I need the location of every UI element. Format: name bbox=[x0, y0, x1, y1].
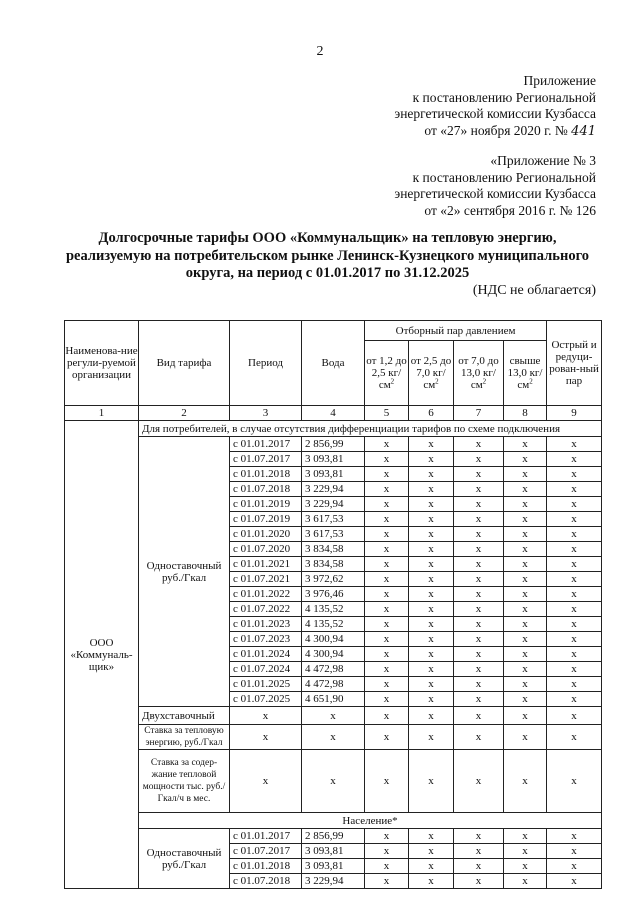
tariff-table bbox=[64, 320, 602, 889]
x-cell: x bbox=[409, 467, 454, 482]
superscript: 2 bbox=[435, 377, 439, 386]
resolution-date: от «27» ноября 2020 г. № bbox=[424, 122, 568, 138]
period-cell: с 01.01.2019 bbox=[230, 497, 302, 512]
appendix-line: к постановлению Региональной bbox=[412, 169, 596, 185]
period-cell: с 01.07.2018 bbox=[230, 874, 302, 889]
water-cell: 3 617,53 bbox=[302, 512, 365, 527]
x-cell: x bbox=[547, 482, 602, 497]
x-cell: x bbox=[454, 829, 504, 844]
handwritten-number: 441 bbox=[571, 123, 596, 139]
period-cell: с 01.01.2022 bbox=[230, 587, 302, 602]
x-cell: x bbox=[504, 844, 547, 859]
x-cell: x bbox=[230, 750, 302, 813]
x-cell: x bbox=[504, 692, 547, 707]
x-cell: x bbox=[409, 497, 454, 512]
x-cell: x bbox=[454, 512, 504, 527]
header-pressure-2 bbox=[409, 341, 454, 406]
x-cell: x bbox=[504, 482, 547, 497]
header-pressure-4 bbox=[504, 341, 547, 406]
x-cell: x bbox=[547, 647, 602, 662]
water-cell: 2 856,99 bbox=[302, 829, 365, 844]
header-steam-group: Отборный пар давлением bbox=[365, 321, 547, 341]
x-cell: x bbox=[454, 859, 504, 874]
water-cell: 3 093,81 bbox=[302, 844, 365, 859]
column-number: 7 bbox=[454, 406, 504, 421]
x-cell: x bbox=[409, 677, 454, 692]
x-cell: x bbox=[365, 557, 409, 572]
water-cell: 4 300,94 bbox=[302, 647, 365, 662]
x-cell: x bbox=[365, 662, 409, 677]
x-cell: x bbox=[504, 647, 547, 662]
single-rate-cell: Одноставочный руб./Гкал bbox=[139, 437, 230, 707]
x-cell: x bbox=[547, 859, 602, 874]
x-cell: x bbox=[454, 725, 504, 750]
x-cell: x bbox=[504, 859, 547, 874]
period-cell: с 01.07.2017 bbox=[230, 844, 302, 859]
appendix-original-header bbox=[266, 153, 596, 219]
appendix-header bbox=[266, 73, 596, 140]
water-cell: 3 617,53 bbox=[302, 527, 365, 542]
x-cell: x bbox=[409, 587, 454, 602]
x-cell: x bbox=[547, 829, 602, 844]
x-cell: x bbox=[365, 725, 409, 750]
water-cell: 3 834,58 bbox=[302, 542, 365, 557]
column-number: 5 bbox=[365, 406, 409, 421]
x-cell: x bbox=[409, 692, 454, 707]
x-cell: x bbox=[547, 602, 602, 617]
x-cell: x bbox=[365, 692, 409, 707]
x-cell: x bbox=[365, 452, 409, 467]
column-number: 1 bbox=[65, 406, 139, 421]
x-cell: x bbox=[365, 632, 409, 647]
capacity-rate-cell: Ставка за содер-жание тепловой мощности тыс. руб./Гкал/ч в мес. bbox=[139, 750, 230, 813]
x-cell: x bbox=[504, 542, 547, 557]
x-cell: x bbox=[547, 750, 602, 813]
x-cell: x bbox=[454, 557, 504, 572]
appendix-line bbox=[266, 123, 596, 141]
x-cell: x bbox=[409, 707, 454, 725]
x-cell: x bbox=[454, 467, 504, 482]
period-cell: с 01.07.2022 bbox=[230, 602, 302, 617]
section-population: Население* bbox=[139, 813, 602, 829]
x-cell: x bbox=[409, 572, 454, 587]
x-cell: x bbox=[454, 482, 504, 497]
pressure-label: от 2,5 до 7,0 кг/см bbox=[410, 355, 452, 391]
x-cell: x bbox=[547, 662, 602, 677]
pressure-label: свыше 13,0 кг/см bbox=[507, 355, 543, 391]
x-cell: x bbox=[547, 725, 602, 750]
x-cell: x bbox=[547, 692, 602, 707]
period-cell: с 01.01.2020 bbox=[230, 527, 302, 542]
x-cell: x bbox=[504, 707, 547, 725]
period-cell: с 01.07.2017 bbox=[230, 452, 302, 467]
x-cell: x bbox=[504, 829, 547, 844]
x-cell: x bbox=[504, 527, 547, 542]
x-cell: x bbox=[365, 750, 409, 813]
x-cell: x bbox=[454, 527, 504, 542]
x-cell: x bbox=[409, 859, 454, 874]
period-cell: с 01.07.2021 bbox=[230, 572, 302, 587]
water-cell: 4 135,52 bbox=[302, 602, 365, 617]
x-cell: x bbox=[409, 437, 454, 452]
period-cell: с 01.01.2017 bbox=[230, 437, 302, 452]
period-cell: с 01.01.2025 bbox=[230, 677, 302, 692]
title-line: округа, на период с 01.01.2017 по 31.12.2025 bbox=[185, 265, 470, 281]
x-cell: x bbox=[504, 617, 547, 632]
section-consumers: Для потребителей, в случае отсутствия дифференциации тарифов по схеме подключения bbox=[139, 421, 602, 437]
page-number: 2 bbox=[316, 44, 324, 59]
header-tariff-type: Вид тарифа bbox=[139, 321, 230, 406]
x-cell: x bbox=[454, 587, 504, 602]
x-cell: x bbox=[454, 602, 504, 617]
section-row bbox=[65, 421, 602, 437]
column-number: 6 bbox=[409, 406, 454, 421]
x-cell: x bbox=[365, 844, 409, 859]
heat-rate-cell: Ставка за тепловую энергию, руб./Гкал bbox=[139, 725, 230, 750]
table-row bbox=[65, 725, 602, 750]
header-pressure-3 bbox=[454, 341, 504, 406]
appendix-line: «Приложение № 3 bbox=[490, 153, 596, 168]
x-cell: x bbox=[365, 677, 409, 692]
x-cell: x bbox=[547, 527, 602, 542]
appendix-line: к постановлению Региональной bbox=[412, 89, 596, 105]
x-cell: x bbox=[547, 497, 602, 512]
x-cell: x bbox=[454, 497, 504, 512]
x-cell: x bbox=[409, 632, 454, 647]
period-cell: с 01.07.2018 bbox=[230, 482, 302, 497]
x-cell: x bbox=[504, 587, 547, 602]
x-cell: x bbox=[504, 662, 547, 677]
x-cell: x bbox=[454, 572, 504, 587]
period-cell: с 01.01.2017 bbox=[230, 829, 302, 844]
x-cell: x bbox=[302, 707, 365, 725]
x-cell: x bbox=[409, 750, 454, 813]
x-cell: x bbox=[365, 617, 409, 632]
x-cell: x bbox=[365, 512, 409, 527]
column-number: 3 bbox=[230, 406, 302, 421]
x-cell: x bbox=[409, 844, 454, 859]
x-cell: x bbox=[547, 874, 602, 889]
document-title bbox=[50, 230, 605, 283]
x-cell: x bbox=[409, 452, 454, 467]
x-cell: x bbox=[504, 572, 547, 587]
x-cell: x bbox=[504, 557, 547, 572]
appendix-line: Приложение bbox=[523, 73, 596, 88]
pressure-label: от 1,2 до 2,5 кг/см bbox=[366, 355, 407, 391]
x-cell: x bbox=[454, 437, 504, 452]
x-cell: x bbox=[547, 467, 602, 482]
period-cell: с 01.01.2024 bbox=[230, 647, 302, 662]
x-cell: x bbox=[547, 587, 602, 602]
x-cell: x bbox=[504, 467, 547, 482]
water-cell: 3 093,81 bbox=[302, 467, 365, 482]
column-number: 2 bbox=[139, 406, 230, 421]
column-numbers-row bbox=[65, 406, 602, 421]
x-cell: x bbox=[454, 677, 504, 692]
appendix-line: энергетической комиссии Кузбасса bbox=[394, 106, 596, 121]
x-cell: x bbox=[230, 725, 302, 750]
x-cell: x bbox=[409, 527, 454, 542]
appendix-line: от «2» сентября 2016 г. № 126 bbox=[424, 202, 596, 218]
x-cell: x bbox=[365, 572, 409, 587]
table-row bbox=[65, 750, 602, 813]
x-cell: x bbox=[504, 874, 547, 889]
period-cell: с 01.07.2024 bbox=[230, 662, 302, 677]
superscript: 2 bbox=[390, 377, 395, 386]
x-cell: x bbox=[547, 452, 602, 467]
x-cell: x bbox=[547, 512, 602, 527]
section-row bbox=[65, 813, 602, 829]
period-cell: с 01.01.2021 bbox=[230, 557, 302, 572]
water-cell: 4 472,98 bbox=[302, 662, 365, 677]
x-cell: x bbox=[547, 557, 602, 572]
x-cell: x bbox=[409, 725, 454, 750]
x-cell: x bbox=[302, 750, 365, 813]
period-cell: с 01.07.2023 bbox=[230, 632, 302, 647]
x-cell: x bbox=[547, 844, 602, 859]
x-cell: x bbox=[302, 725, 365, 750]
x-cell: x bbox=[365, 497, 409, 512]
x-cell: x bbox=[365, 542, 409, 557]
water-cell: 4 135,52 bbox=[302, 617, 365, 632]
x-cell: x bbox=[547, 632, 602, 647]
period-cell: с 01.01.2018 bbox=[230, 859, 302, 874]
column-number: 8 bbox=[504, 406, 547, 421]
single-rate-cell: Одноставочный руб./Гкал bbox=[139, 829, 230, 889]
appendix-line: энергетической комиссии Кузбасса bbox=[394, 186, 596, 201]
vat-note: (НДС не облагается) bbox=[472, 283, 596, 298]
water-cell: 2 856,99 bbox=[302, 437, 365, 452]
x-cell: x bbox=[454, 844, 504, 859]
water-cell: 4 300,94 bbox=[302, 632, 365, 647]
period-cell: с 01.01.2018 bbox=[230, 467, 302, 482]
x-cell: x bbox=[365, 707, 409, 725]
x-cell: x bbox=[365, 527, 409, 542]
x-cell: x bbox=[409, 874, 454, 889]
x-cell: x bbox=[547, 677, 602, 692]
period-cell: с 01.07.2025 bbox=[230, 692, 302, 707]
column-number: 4 bbox=[302, 406, 365, 421]
x-cell: x bbox=[365, 482, 409, 497]
x-cell: x bbox=[504, 497, 547, 512]
x-cell: x bbox=[504, 725, 547, 750]
x-cell: x bbox=[409, 542, 454, 557]
header-acute-steam: Острый и редуци-рован-ный пар bbox=[547, 321, 602, 406]
x-cell: x bbox=[409, 482, 454, 497]
water-cell: 4 472,98 bbox=[302, 677, 365, 692]
header-water: Вода bbox=[302, 321, 365, 406]
water-cell: 3 229,94 bbox=[302, 482, 365, 497]
x-cell: x bbox=[454, 750, 504, 813]
period-cell: с 01.07.2019 bbox=[230, 512, 302, 527]
table-body bbox=[65, 321, 602, 889]
x-cell: x bbox=[454, 632, 504, 647]
x-cell: x bbox=[409, 557, 454, 572]
water-cell: 3 093,81 bbox=[302, 859, 365, 874]
x-cell: x bbox=[365, 647, 409, 662]
x-cell: x bbox=[504, 512, 547, 527]
table-row bbox=[65, 707, 602, 725]
two-rate-cell: Двухставочный bbox=[139, 707, 230, 725]
x-cell: x bbox=[504, 452, 547, 467]
x-cell: x bbox=[454, 617, 504, 632]
x-cell: x bbox=[454, 874, 504, 889]
x-cell: x bbox=[409, 829, 454, 844]
period-cell: с 01.01.2023 bbox=[230, 617, 302, 632]
water-cell: 3 976,46 bbox=[302, 587, 365, 602]
x-cell: x bbox=[409, 602, 454, 617]
x-cell: x bbox=[454, 692, 504, 707]
x-cell: x bbox=[409, 647, 454, 662]
x-cell: x bbox=[504, 632, 547, 647]
x-cell: x bbox=[454, 662, 504, 677]
x-cell: x bbox=[454, 452, 504, 467]
pressure-label: от 7,0 до 13,0 кг/см bbox=[458, 355, 499, 391]
period-cell: с 01.07.2020 bbox=[230, 542, 302, 557]
x-cell: x bbox=[454, 542, 504, 557]
x-cell: x bbox=[365, 874, 409, 889]
x-cell: x bbox=[454, 647, 504, 662]
x-cell: x bbox=[365, 587, 409, 602]
x-cell: x bbox=[504, 602, 547, 617]
header-pressure-1 bbox=[365, 341, 409, 406]
x-cell: x bbox=[409, 512, 454, 527]
x-cell: x bbox=[365, 437, 409, 452]
x-cell: x bbox=[409, 662, 454, 677]
x-cell: x bbox=[504, 750, 547, 813]
x-cell: x bbox=[365, 859, 409, 874]
x-cell: x bbox=[547, 542, 602, 557]
x-cell: x bbox=[504, 677, 547, 692]
x-cell: x bbox=[547, 572, 602, 587]
title-line: реализуемую на потребительском рынке Ленинск-Кузнецкого муниципального bbox=[65, 247, 590, 264]
x-cell: x bbox=[230, 707, 302, 725]
header-org: Наименова-ние регули-руемой организации bbox=[65, 321, 139, 406]
superscript: 2 bbox=[482, 377, 487, 386]
x-cell: x bbox=[547, 617, 602, 632]
water-cell: 4 651,90 bbox=[302, 692, 365, 707]
table-row bbox=[65, 437, 602, 452]
x-cell: x bbox=[454, 707, 504, 725]
x-cell: x bbox=[409, 617, 454, 632]
water-cell: 3 229,94 bbox=[302, 874, 365, 889]
water-cell: 3 093,81 bbox=[302, 452, 365, 467]
header-period: Период bbox=[230, 321, 302, 406]
column-number: 9 bbox=[547, 406, 602, 421]
x-cell: x bbox=[504, 437, 547, 452]
superscript: 2 bbox=[529, 377, 533, 386]
org-name-cell: ООО «Коммуналь-щик» bbox=[65, 421, 139, 889]
x-cell: x bbox=[365, 467, 409, 482]
water-cell: 3 972,62 bbox=[302, 572, 365, 587]
table-row bbox=[65, 829, 602, 844]
x-cell: x bbox=[547, 707, 602, 725]
x-cell: x bbox=[365, 602, 409, 617]
title-line: Долгосрочные тарифы ООО «Коммунальщик» на тепловую энергию, bbox=[98, 230, 557, 246]
x-cell: x bbox=[365, 829, 409, 844]
water-cell: 3 834,58 bbox=[302, 557, 365, 572]
water-cell: 3 229,94 bbox=[302, 497, 365, 512]
x-cell: x bbox=[547, 437, 602, 452]
